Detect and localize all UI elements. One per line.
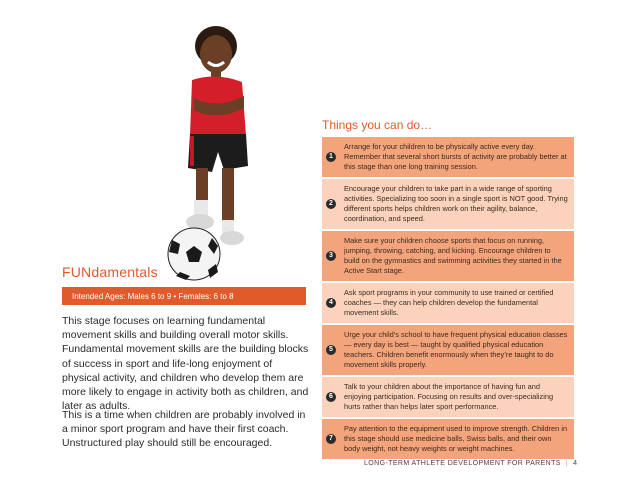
tip-text: Pay attention to the equipment used to improve strength. Children in this stage should use medicine balls, Swiss balls, and their own body weight, not heavy weights or weight machines. <box>344 424 568 453</box>
tip-number-badge: 2 <box>326 199 336 209</box>
tip-number-badge: 4 <box>326 298 336 308</box>
tips-list <box>322 137 574 461</box>
child-with-soccer-ball-photo <box>150 24 260 282</box>
coach-paragraph: This is a time when children are probably involved in a minor sport program and have their first coach. Unstructured play should still be encouraged. <box>62 409 306 450</box>
section-title: FUNdamentals <box>62 264 158 280</box>
tip-number-badge: 1 <box>326 152 336 162</box>
tip-text: Arrange for your children to be physically active every day. Remember that several short bursts of activity are probably better at this stage than one long training session. <box>344 142 567 171</box>
tip-number-badge: 6 <box>326 392 336 402</box>
page-footer <box>364 460 577 467</box>
tip-number-badge: 7 <box>326 434 336 444</box>
intended-ages-banner: Intended Ages: Males 6 to 9 • Females: 6 to 8 <box>62 287 306 305</box>
tip-item <box>322 325 574 377</box>
tip-number-badge: 5 <box>326 345 336 355</box>
tip-item <box>322 137 574 179</box>
footer-separator: | <box>565 460 569 467</box>
tips-heading: Things you can do… <box>322 118 433 132</box>
tip-text: Encourage your children to take part in a wide range of sporting activities. Specializing too soon in a single sport is NOT good. Trying different sports helps children work on their agility, balance, coordination, and speed. <box>344 184 568 223</box>
tip-item <box>322 377 574 419</box>
tip-item <box>322 419 574 461</box>
tip-item <box>322 283 574 325</box>
tip-text: Urge your child’s school to have frequent physical education classes — every day is best — taught by qualified physical education teachers. Children benefit enormously when they’re taught to do movement skills properly. <box>344 330 568 369</box>
intro-paragraph: This stage focuses on learning fundamental movement skills and building overall motor skills. Fundamental movement skills are the building blocks of success in sport and life-long enjoyment of physical activity, and children who develop them are more likely to engage in activity both as children, and later as adults. <box>62 315 309 413</box>
tip-text: Ask sport programs in your community to use trained or certified coaches — they can help children develop the fundamental movement skills. <box>344 288 554 317</box>
tip-number-badge: 3 <box>326 251 336 261</box>
page-number: 4 <box>573 460 578 467</box>
tip-text: Talk to your children about the importance of having fun and enjoying participation. Focusing on results and over-specializing hurts rather than helps later sport performance. <box>344 382 554 411</box>
tip-item <box>322 179 574 231</box>
footer-title: LONG-TERM ATHLETE DEVELOPMENT FOR PARENTS <box>364 460 561 467</box>
tip-text: Make sure your children choose sports that focus on running, jumping, throwing, catching, and kicking. Encourage children to build on the gymnastics and swimming activities they started in the Active Start stage. <box>344 236 562 275</box>
tip-item <box>322 231 574 283</box>
